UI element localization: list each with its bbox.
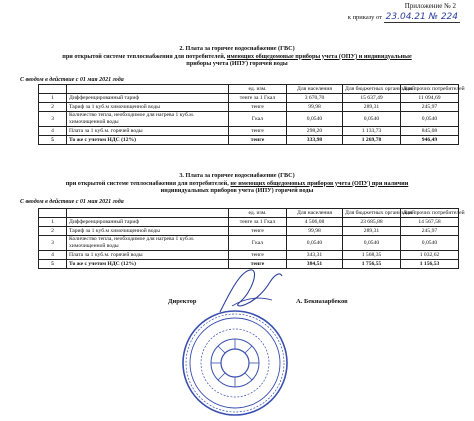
section3-title-line2: при открытой системе теплоснабжения для потребителей, не имеющих общедомовых приборов учета (ОПУ) при наличии xyxy=(65,179,409,187)
row-name: То же с учетом НДС (12%) xyxy=(67,136,229,145)
row-budget-value: 23 685,88 xyxy=(343,218,401,227)
col-header-population: Для населения xyxy=(287,209,343,218)
row-population-value: 0,0540 xyxy=(287,236,343,251)
col-header-budget: Для бюджетных организаций xyxy=(343,209,401,218)
row-unit: тенге xyxy=(229,103,287,112)
row-population-value: 4 506,08 xyxy=(287,218,343,227)
order-handwritten-value: 23.04.21 № 224 xyxy=(385,12,458,22)
col-header-unit: ед. изм. xyxy=(229,85,287,94)
section2-title-line3: приборы учета (ИПУ) горячей воды xyxy=(186,60,288,68)
table-row xyxy=(39,112,459,127)
row-number: 2 xyxy=(39,103,67,112)
section3-effective-date: С вводом в действие с 01 мая 2021 года xyxy=(20,199,124,205)
section2-effective-date: С вводом в действие с 01 мая 2021 года xyxy=(20,77,124,83)
row-number: 4 xyxy=(39,127,67,136)
section3-title xyxy=(20,172,454,195)
table-row xyxy=(39,251,459,260)
row-other-value: 845,08 xyxy=(401,127,459,136)
row-other-value: 0,0540 xyxy=(401,236,459,251)
signature-role: Директор xyxy=(168,298,197,305)
signature-name: А. Бекназарбеков xyxy=(296,298,348,305)
table-row xyxy=(39,94,459,103)
row-unit: тенге за 1 Гкал xyxy=(229,218,287,227)
row-number: 3 xyxy=(39,236,67,251)
table-row xyxy=(39,236,459,251)
table-row xyxy=(39,127,459,136)
row-budget-value: 15 637,49 xyxy=(343,94,401,103)
row-name: То же с учетом НДС (12%) xyxy=(67,260,229,269)
row-other-value: 0,0540 xyxy=(401,112,459,127)
row-other-value: 11 094,69 xyxy=(401,94,459,103)
col-header-name xyxy=(67,209,229,218)
row-name: Дифференцированный тариф xyxy=(67,94,229,103)
col-header-budget: Для бюджетных организаций xyxy=(343,85,401,94)
row-population-value: 333,98 xyxy=(287,136,343,145)
row-budget-value: 289,31 xyxy=(343,103,401,112)
table-row xyxy=(39,218,459,227)
row-number: 5 xyxy=(39,260,67,269)
col-header-number xyxy=(39,85,67,94)
row-number: 2 xyxy=(39,227,67,236)
appendix-label: Приложение № 2 xyxy=(404,2,456,10)
row-population-value: 99,98 xyxy=(287,227,343,236)
col-header-name xyxy=(67,85,229,94)
col-header-unit: ед. изм. xyxy=(229,209,287,218)
table-row xyxy=(39,136,459,145)
row-name: Плата за 1 куб.м. горячей воды xyxy=(67,251,229,260)
row-unit: тенге xyxy=(229,127,287,136)
section2-title-line2: при открытой системе теплоснабжения для потребителей, имеющих общедомовые приборы учета (ОПУ) и индивидуальные xyxy=(62,52,412,60)
row-unit: Гкал xyxy=(229,236,287,251)
table-row xyxy=(39,103,459,112)
section2-title-line1: 2. Плата за горячее водоснабжение (ГВС) xyxy=(179,45,295,52)
row-unit: тенге xyxy=(229,251,287,260)
section3-title-line1: 3. Плата за горячее водоснабжение (ГВС) xyxy=(179,172,295,179)
row-population-value: 0,0540 xyxy=(287,112,343,127)
row-population-value: 3 670,70 xyxy=(287,94,343,103)
row-budget-value: 1 568,35 xyxy=(343,251,401,260)
row-name: Количество тепла, необходимое для нагрева 1 куб.м. химочищенной воды xyxy=(67,112,229,127)
table-row xyxy=(39,227,459,236)
row-other-value: 946,49 xyxy=(401,136,459,145)
row-unit: тенге xyxy=(229,260,287,269)
col-header-other: Для прочих потребителей xyxy=(401,85,459,94)
row-name: Тариф за 1 куб.м химочищенной воды xyxy=(67,227,229,236)
row-unit: тенге за 1 Гкал xyxy=(229,94,287,103)
row-budget-value: 1 269,78 xyxy=(343,136,401,145)
section3-title-line3: индивидуальных приборов учета (ИПУ) горячей воды xyxy=(160,187,314,195)
order-prefix: к приказу от xyxy=(347,14,383,21)
row-number: 1 xyxy=(39,218,67,227)
col-header-other: Для прочих потребителей xyxy=(401,209,459,218)
row-population-value: 99,98 xyxy=(287,103,343,112)
row-unit: тенге xyxy=(229,227,287,236)
row-budget-value: 0,0540 xyxy=(343,236,401,251)
row-population-value: 384,51 xyxy=(287,260,343,269)
row-other-value: 245,97 xyxy=(401,227,459,236)
order-reference xyxy=(348,12,460,22)
row-name: Плата за 1 куб.м. горячей воды xyxy=(67,127,229,136)
row-budget-value: 289,31 xyxy=(343,227,401,236)
row-unit: Гкал xyxy=(229,112,287,127)
row-other-value: 1 032,62 xyxy=(401,251,459,260)
row-population-value: 298,20 xyxy=(287,127,343,136)
row-name: Количество тепла, необходимое для нагрева 1 куб.м. химочищенной воды xyxy=(67,236,229,251)
row-other-value: 245,97 xyxy=(401,103,459,112)
row-name: Дифференцированный тариф xyxy=(67,218,229,227)
row-number: 1 xyxy=(39,94,67,103)
section2-title xyxy=(20,45,454,68)
table-header-row xyxy=(39,209,459,218)
row-unit: тенге xyxy=(229,136,287,145)
section3-table xyxy=(38,208,465,269)
row-budget-value: 0,0540 xyxy=(343,112,401,127)
row-budget-value: 1 133,73 xyxy=(343,127,401,136)
col-header-population: Для населения xyxy=(287,85,343,94)
official-seal-icon xyxy=(180,306,290,418)
table-header-row xyxy=(39,85,459,94)
row-other-value: 14 567,58 xyxy=(401,218,459,227)
row-number: 4 xyxy=(39,251,67,260)
row-name: Тариф за 1 куб.м химочищенной воды xyxy=(67,103,229,112)
row-number: 3 xyxy=(39,112,67,127)
row-number: 5 xyxy=(39,136,67,145)
row-population-value: 343,31 xyxy=(287,251,343,260)
row-other-value: 1 156,53 xyxy=(401,260,459,269)
col-header-number xyxy=(39,209,67,218)
row-budget-value: 1 756,55 xyxy=(343,260,401,269)
section2-table xyxy=(38,84,465,145)
